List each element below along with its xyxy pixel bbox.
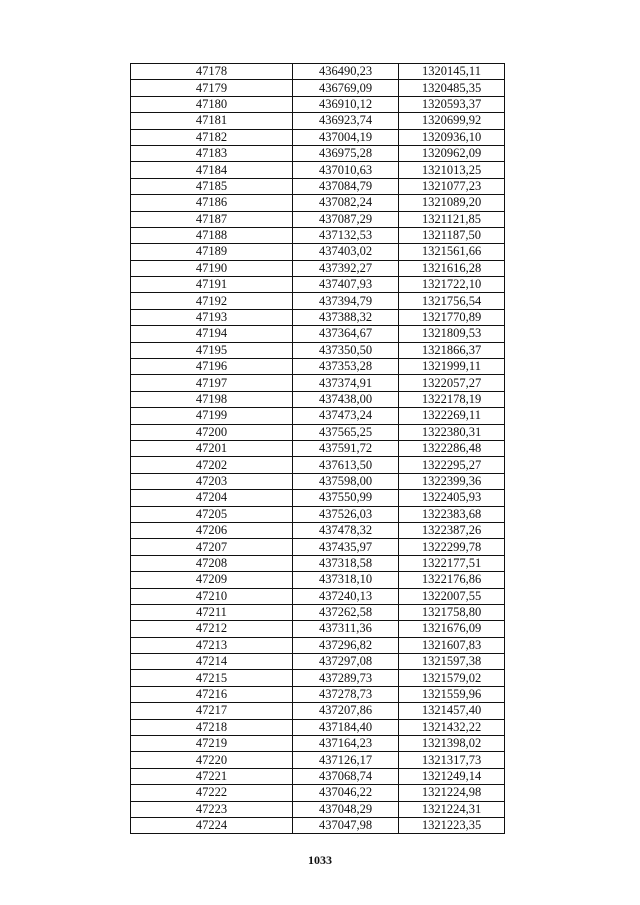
y-coordinate-cell: 1321013,25 xyxy=(399,162,505,178)
point-number-cell: 47188 xyxy=(131,227,293,243)
y-coordinate-cell: 1322399,36 xyxy=(399,473,505,489)
y-coordinate-cell: 1321866,37 xyxy=(399,342,505,358)
point-number-cell: 47219 xyxy=(131,736,293,752)
x-coordinate-cell: 437318,58 xyxy=(293,555,399,571)
point-number-cell: 47197 xyxy=(131,375,293,391)
table-row xyxy=(131,391,505,407)
point-number-cell: 47218 xyxy=(131,719,293,735)
y-coordinate-cell: 1321077,23 xyxy=(399,178,505,194)
x-coordinate-cell: 437318,10 xyxy=(293,572,399,588)
y-coordinate-cell: 1320699,92 xyxy=(399,113,505,129)
x-coordinate-cell: 437126,17 xyxy=(293,752,399,768)
table-row xyxy=(131,736,505,752)
point-number-cell: 47202 xyxy=(131,457,293,473)
x-coordinate-cell: 437046,22 xyxy=(293,785,399,801)
y-coordinate-cell: 1321722,10 xyxy=(399,277,505,293)
y-coordinate-cell: 1321616,28 xyxy=(399,260,505,276)
point-number-cell: 47180 xyxy=(131,96,293,112)
point-number-cell: 47206 xyxy=(131,522,293,538)
y-coordinate-cell: 1322057,27 xyxy=(399,375,505,391)
point-number-cell: 47217 xyxy=(131,703,293,719)
table-row xyxy=(131,637,505,653)
x-coordinate-cell: 437289,73 xyxy=(293,670,399,686)
y-coordinate-cell: 1322387,26 xyxy=(399,522,505,538)
x-coordinate-cell: 437047,98 xyxy=(293,817,399,833)
point-number-cell: 47207 xyxy=(131,539,293,555)
y-coordinate-cell: 1321676,09 xyxy=(399,621,505,637)
x-coordinate-cell: 437364,67 xyxy=(293,326,399,342)
x-coordinate-cell: 437311,36 xyxy=(293,621,399,637)
table-row xyxy=(131,359,505,375)
point-number-cell: 47208 xyxy=(131,555,293,571)
point-number-cell: 47200 xyxy=(131,424,293,440)
table-row xyxy=(131,80,505,96)
x-coordinate-cell: 437478,32 xyxy=(293,522,399,538)
x-coordinate-cell: 437082,24 xyxy=(293,195,399,211)
y-coordinate-cell: 1321770,89 xyxy=(399,309,505,325)
x-coordinate-cell: 437068,74 xyxy=(293,768,399,784)
point-number-cell: 47192 xyxy=(131,293,293,309)
y-coordinate-cell: 1320485,35 xyxy=(399,80,505,96)
y-coordinate-cell: 1321432,22 xyxy=(399,719,505,735)
y-coordinate-cell: 1321758,80 xyxy=(399,604,505,620)
x-coordinate-cell: 437374,91 xyxy=(293,375,399,391)
x-coordinate-cell: 437350,50 xyxy=(293,342,399,358)
table-row xyxy=(131,293,505,309)
x-coordinate-cell: 437403,02 xyxy=(293,244,399,260)
y-coordinate-cell: 1321809,53 xyxy=(399,326,505,342)
y-coordinate-cell: 1321121,85 xyxy=(399,211,505,227)
y-coordinate-cell: 1321559,96 xyxy=(399,686,505,702)
x-coordinate-cell: 437438,00 xyxy=(293,391,399,407)
point-number-cell: 47190 xyxy=(131,260,293,276)
x-coordinate-cell: 436490,23 xyxy=(293,64,399,80)
point-number-cell: 47215 xyxy=(131,670,293,686)
point-number-cell: 47203 xyxy=(131,473,293,489)
table-row xyxy=(131,522,505,538)
point-number-cell: 47185 xyxy=(131,178,293,194)
x-coordinate-cell: 437526,03 xyxy=(293,506,399,522)
point-number-cell: 47222 xyxy=(131,785,293,801)
point-number-cell: 47198 xyxy=(131,391,293,407)
point-number-cell: 47201 xyxy=(131,440,293,456)
table-row xyxy=(131,129,505,145)
y-coordinate-cell: 1320145,11 xyxy=(399,64,505,80)
table-row xyxy=(131,408,505,424)
y-coordinate-cell: 1321224,31 xyxy=(399,801,505,817)
table-row xyxy=(131,178,505,194)
point-number-cell: 47186 xyxy=(131,195,293,211)
table-row xyxy=(131,162,505,178)
table-row xyxy=(131,375,505,391)
table-row xyxy=(131,703,505,719)
point-number-cell: 47179 xyxy=(131,80,293,96)
point-number-cell: 47189 xyxy=(131,244,293,260)
x-coordinate-cell: 437184,40 xyxy=(293,719,399,735)
point-number-cell: 47220 xyxy=(131,752,293,768)
x-coordinate-cell: 437010,63 xyxy=(293,162,399,178)
table-row xyxy=(131,506,505,522)
y-coordinate-cell: 1322176,86 xyxy=(399,572,505,588)
point-number-cell: 47194 xyxy=(131,326,293,342)
y-coordinate-cell: 1321607,83 xyxy=(399,637,505,653)
table-row xyxy=(131,621,505,637)
point-number-cell: 47216 xyxy=(131,686,293,702)
x-coordinate-cell: 437388,32 xyxy=(293,309,399,325)
x-coordinate-cell: 437087,29 xyxy=(293,211,399,227)
table-row xyxy=(131,801,505,817)
x-coordinate-cell: 437004,19 xyxy=(293,129,399,145)
y-coordinate-cell: 1322178,19 xyxy=(399,391,505,407)
point-number-cell: 47195 xyxy=(131,342,293,358)
table-row xyxy=(131,440,505,456)
y-coordinate-cell: 1322405,93 xyxy=(399,490,505,506)
table-row xyxy=(131,64,505,80)
table-row xyxy=(131,195,505,211)
point-number-cell: 47221 xyxy=(131,768,293,784)
y-coordinate-cell: 1320593,37 xyxy=(399,96,505,112)
table-row xyxy=(131,752,505,768)
y-coordinate-cell: 1322380,31 xyxy=(399,424,505,440)
y-coordinate-cell: 1321579,02 xyxy=(399,670,505,686)
table-row xyxy=(131,539,505,555)
y-coordinate-cell: 1321187,50 xyxy=(399,227,505,243)
table-row xyxy=(131,686,505,702)
x-coordinate-cell: 437132,53 xyxy=(293,227,399,243)
table-row xyxy=(131,309,505,325)
table-row xyxy=(131,604,505,620)
table-row xyxy=(131,211,505,227)
point-number-cell: 47214 xyxy=(131,654,293,670)
table-row xyxy=(131,457,505,473)
x-coordinate-cell: 437473,24 xyxy=(293,408,399,424)
table-row xyxy=(131,654,505,670)
point-number-cell: 47191 xyxy=(131,277,293,293)
point-number-cell: 47205 xyxy=(131,506,293,522)
x-coordinate-cell: 436769,09 xyxy=(293,80,399,96)
y-coordinate-cell: 1321089,20 xyxy=(399,195,505,211)
y-coordinate-cell: 1322299,78 xyxy=(399,539,505,555)
table-row xyxy=(131,145,505,161)
point-number-cell: 47178 xyxy=(131,64,293,80)
table-row xyxy=(131,326,505,342)
point-number-cell: 47223 xyxy=(131,801,293,817)
x-coordinate-cell: 437240,13 xyxy=(293,588,399,604)
y-coordinate-cell: 1320962,09 xyxy=(399,145,505,161)
y-coordinate-cell: 1321224,98 xyxy=(399,785,505,801)
table-row xyxy=(131,768,505,784)
y-coordinate-cell: 1322007,55 xyxy=(399,588,505,604)
point-number-cell: 47224 xyxy=(131,817,293,833)
y-coordinate-cell: 1321597,38 xyxy=(399,654,505,670)
x-coordinate-cell: 437297,08 xyxy=(293,654,399,670)
point-number-cell: 47196 xyxy=(131,359,293,375)
point-number-cell: 47209 xyxy=(131,572,293,588)
y-coordinate-cell: 1321317,73 xyxy=(399,752,505,768)
x-coordinate-cell: 437598,00 xyxy=(293,473,399,489)
table-row xyxy=(131,424,505,440)
table-row xyxy=(131,342,505,358)
y-coordinate-cell: 1320936,10 xyxy=(399,129,505,145)
point-number-cell: 47182 xyxy=(131,129,293,145)
y-coordinate-cell: 1321249,14 xyxy=(399,768,505,784)
coordinate-table-body xyxy=(131,64,505,834)
y-coordinate-cell: 1321398,02 xyxy=(399,736,505,752)
x-coordinate-cell: 437550,99 xyxy=(293,490,399,506)
point-number-cell: 47212 xyxy=(131,621,293,637)
table-row xyxy=(131,719,505,735)
y-coordinate-cell: 1322269,11 xyxy=(399,408,505,424)
x-coordinate-cell: 437392,27 xyxy=(293,260,399,276)
coordinate-table xyxy=(130,63,505,834)
x-coordinate-cell: 436910,12 xyxy=(293,96,399,112)
page-number: 1033 xyxy=(308,853,332,867)
table-row xyxy=(131,817,505,833)
x-coordinate-cell: 437565,25 xyxy=(293,424,399,440)
y-coordinate-cell: 1321999,11 xyxy=(399,359,505,375)
x-coordinate-cell: 437048,29 xyxy=(293,801,399,817)
x-coordinate-cell: 436975,28 xyxy=(293,145,399,161)
point-number-cell: 47193 xyxy=(131,309,293,325)
x-coordinate-cell: 437296,82 xyxy=(293,637,399,653)
table-row xyxy=(131,277,505,293)
y-coordinate-cell: 1321561,66 xyxy=(399,244,505,260)
table-row xyxy=(131,555,505,571)
x-coordinate-cell: 437278,73 xyxy=(293,686,399,702)
table-row xyxy=(131,490,505,506)
x-coordinate-cell: 437591,72 xyxy=(293,440,399,456)
table-row xyxy=(131,785,505,801)
y-coordinate-cell: 1322286,48 xyxy=(399,440,505,456)
x-coordinate-cell: 437207,86 xyxy=(293,703,399,719)
point-number-cell: 47211 xyxy=(131,604,293,620)
x-coordinate-cell: 437613,50 xyxy=(293,457,399,473)
x-coordinate-cell: 437353,28 xyxy=(293,359,399,375)
x-coordinate-cell: 437084,79 xyxy=(293,178,399,194)
y-coordinate-cell: 1321457,40 xyxy=(399,703,505,719)
point-number-cell: 47210 xyxy=(131,588,293,604)
table-row xyxy=(131,244,505,260)
table-row xyxy=(131,227,505,243)
table-row xyxy=(131,572,505,588)
point-number-cell: 47183 xyxy=(131,145,293,161)
y-coordinate-cell: 1321756,54 xyxy=(399,293,505,309)
table-row xyxy=(131,96,505,112)
point-number-cell: 47199 xyxy=(131,408,293,424)
y-coordinate-cell: 1322383,68 xyxy=(399,506,505,522)
x-coordinate-cell: 437407,93 xyxy=(293,277,399,293)
y-coordinate-cell: 1322295,27 xyxy=(399,457,505,473)
table-row xyxy=(131,670,505,686)
x-coordinate-cell: 437164,23 xyxy=(293,736,399,752)
table-row xyxy=(131,260,505,276)
table-row xyxy=(131,113,505,129)
y-coordinate-cell: 1321223,35 xyxy=(399,817,505,833)
point-number-cell: 47187 xyxy=(131,211,293,227)
point-number-cell: 47204 xyxy=(131,490,293,506)
y-coordinate-cell: 1322177,51 xyxy=(399,555,505,571)
point-number-cell: 47181 xyxy=(131,113,293,129)
x-coordinate-cell: 437394,79 xyxy=(293,293,399,309)
x-coordinate-cell: 437435,97 xyxy=(293,539,399,555)
table-row xyxy=(131,588,505,604)
point-number-cell: 47184 xyxy=(131,162,293,178)
x-coordinate-cell: 436923,74 xyxy=(293,113,399,129)
table-row xyxy=(131,473,505,489)
point-number-cell: 47213 xyxy=(131,637,293,653)
x-coordinate-cell: 437262,58 xyxy=(293,604,399,620)
